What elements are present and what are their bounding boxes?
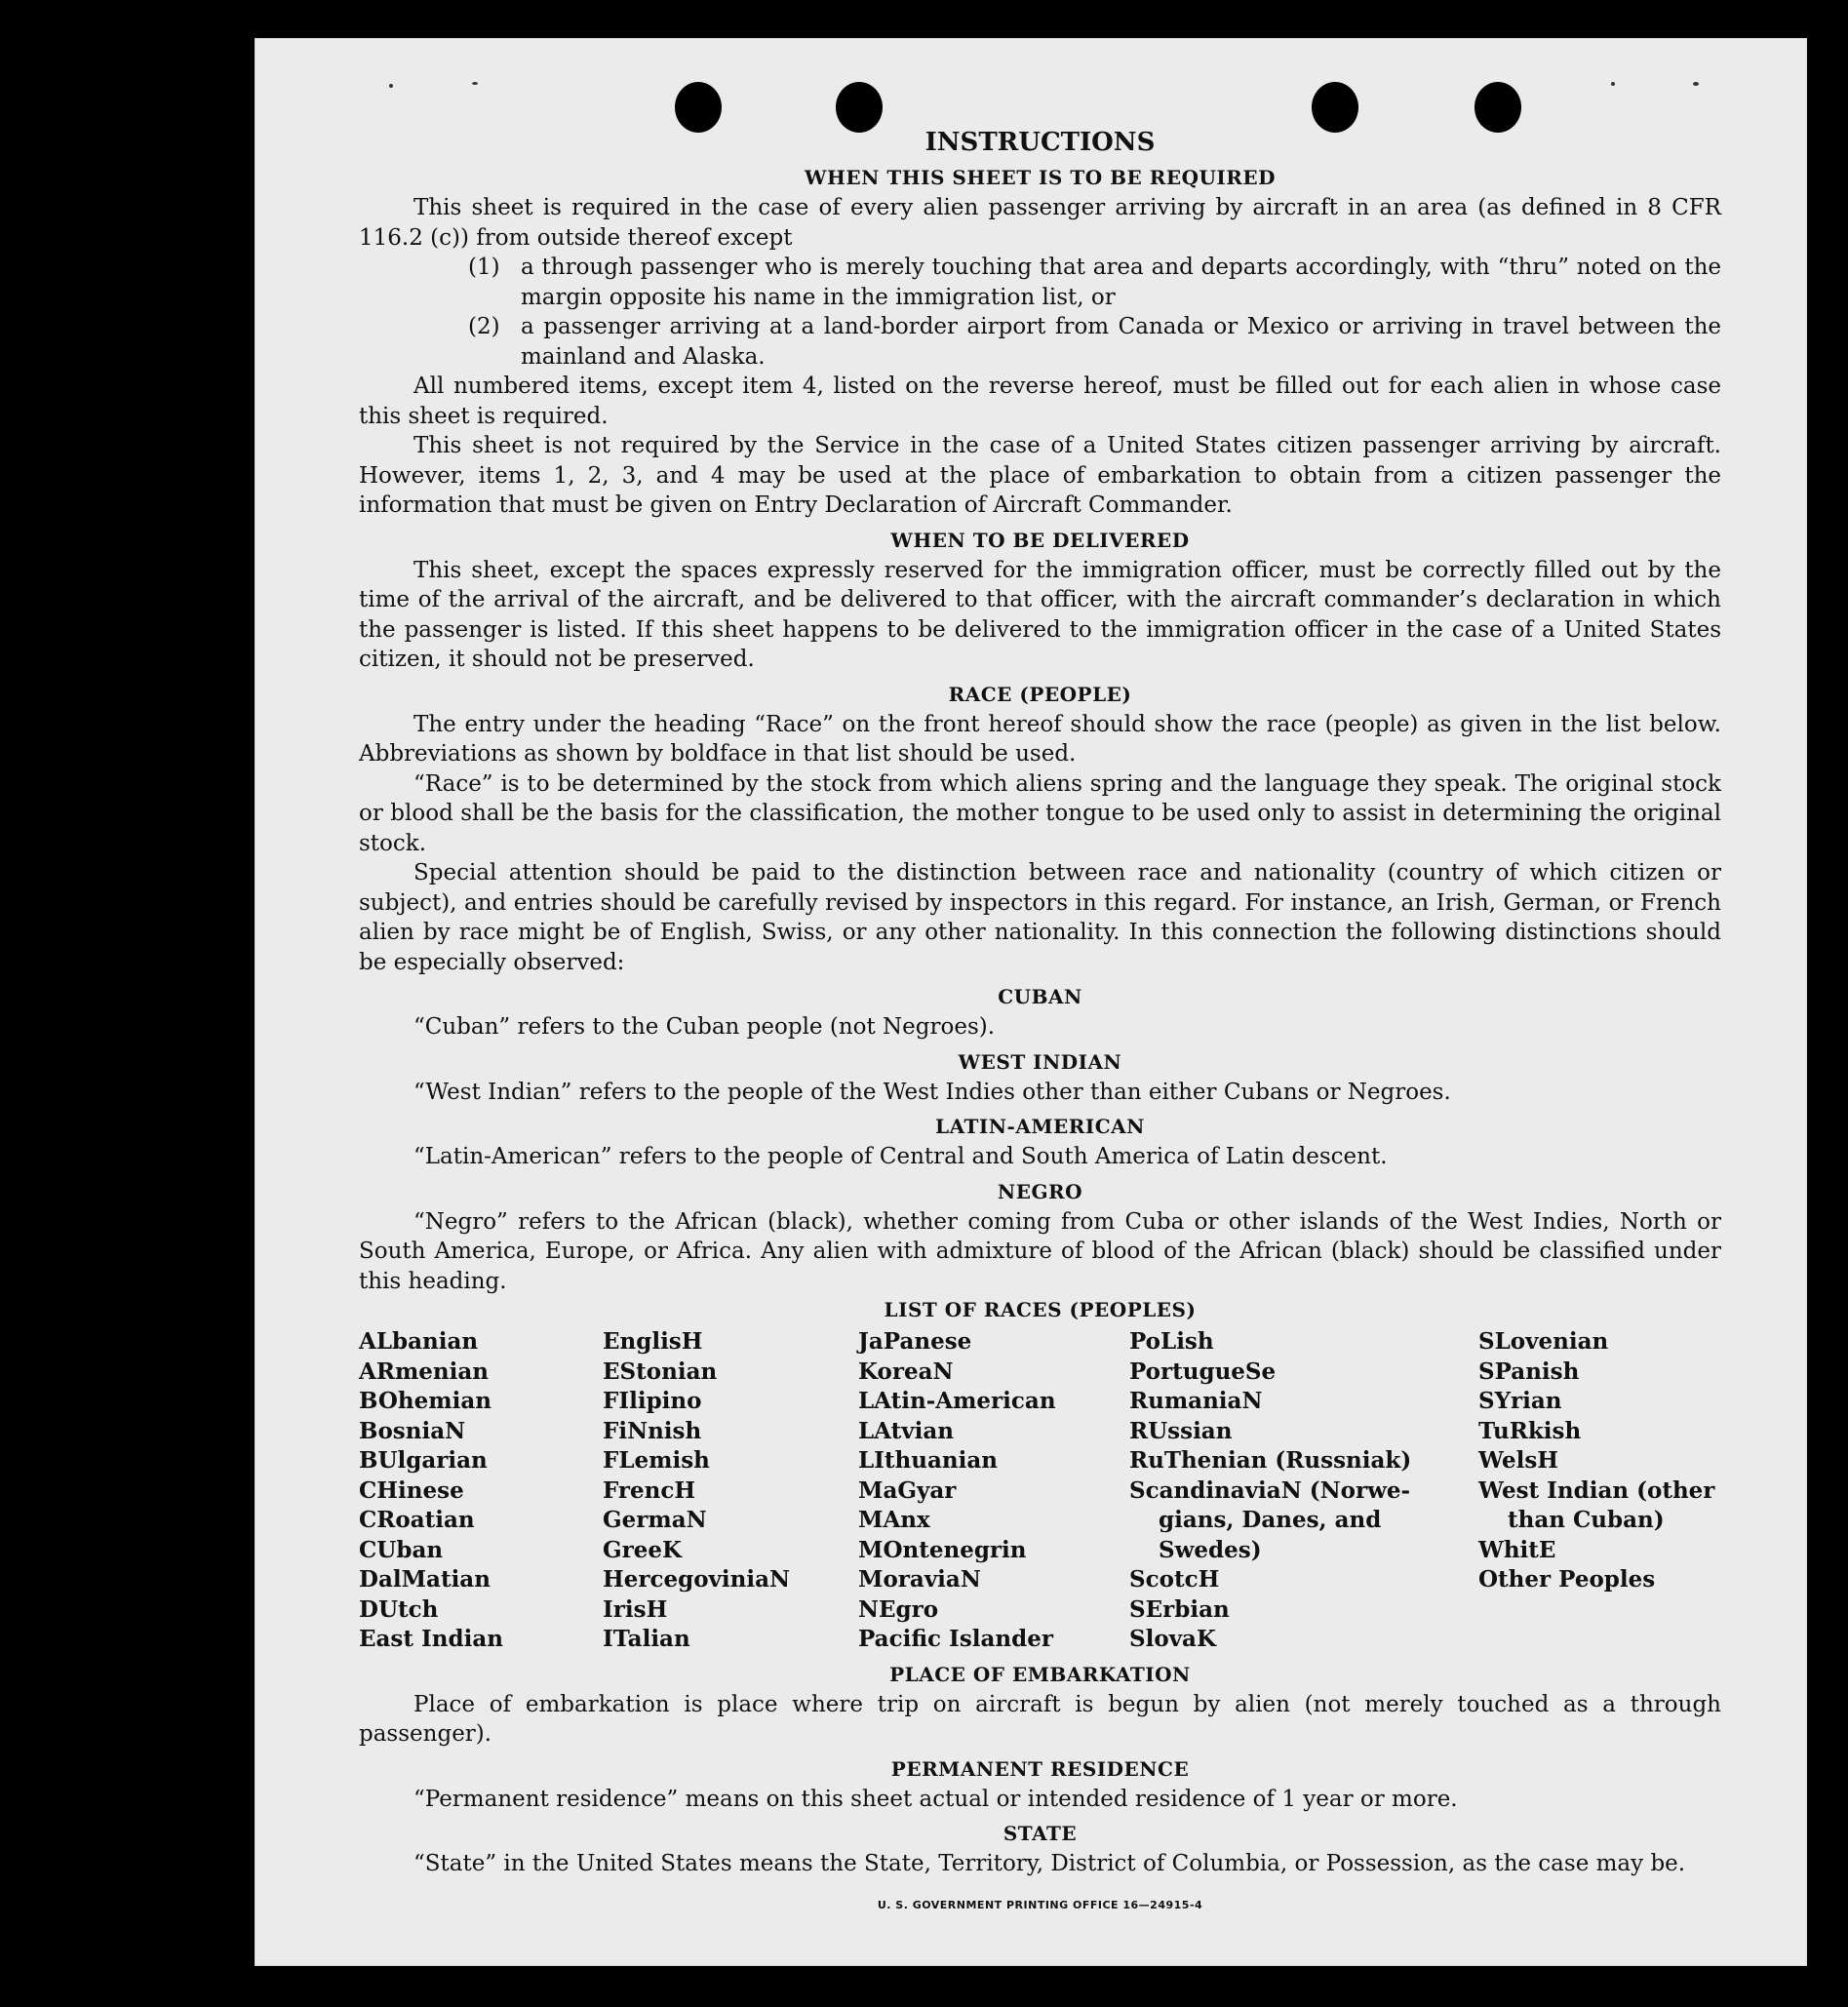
race-entry: FiNnish	[603, 1417, 702, 1444]
race-entry: GreeK	[603, 1536, 683, 1563]
exception-number: (2)	[468, 314, 500, 339]
race-entry: MAnx	[858, 1507, 930, 1533]
race-entry: gians, Danes, and	[1159, 1507, 1382, 1533]
race-entry: MOntenegrin	[858, 1536, 1027, 1563]
race-para-1: The entry under the heading “Race” on the front hereof should show the race (people) as given in the list below. Abbreviations as shown by boldface in that list should be used.	[359, 711, 1721, 767]
heading-race: RACE (PEOPLE)	[948, 682, 1132, 706]
heading-west-indian: WEST INDIAN	[958, 1049, 1122, 1074]
punch-hole	[675, 82, 722, 133]
speck	[1693, 82, 1699, 86]
race-entry: Swedes)	[1159, 1536, 1262, 1563]
race-entry: DalMatian	[359, 1566, 491, 1593]
race-entry: CUban	[359, 1536, 444, 1563]
speck	[472, 82, 478, 85]
race-entry: SlovaK	[1129, 1626, 1216, 1652]
race-entry: East Indian	[359, 1626, 503, 1652]
race-entry: LAtvian	[858, 1417, 954, 1444]
race-entry: EStonian	[603, 1358, 718, 1385]
exception-text: a passenger arriving at a land-border airport from Canada or Mexico or arriving in travel between the mainland and Alaska.	[521, 314, 1721, 370]
race-entry: WelsH	[1478, 1447, 1559, 1474]
race-entry: BOhemian	[359, 1388, 491, 1414]
race-entry: ScotcH	[1129, 1566, 1220, 1593]
heading-embarkation: PLACE OF EMBARKATION	[889, 1662, 1191, 1686]
state-text: “State” in the United States means the State, Territory, District of Columbia, or Possession, as the case may be.	[413, 1851, 1686, 1876]
required-para-2: All numbered items, except item 4, listed on the reverse hereof, must be filled out for each alien in whose case this sheet is required.	[359, 374, 1721, 429]
race-entry: PoLish	[1129, 1328, 1214, 1355]
race-entry: BUlgarian	[359, 1447, 488, 1474]
race-entry: WhitE	[1478, 1536, 1556, 1563]
race-entry: Other Peoples	[1478, 1566, 1656, 1593]
race-entry: MaGyar	[858, 1476, 957, 1504]
speck	[389, 84, 393, 88]
race-entry: DUtch	[359, 1595, 439, 1623]
race-entry: KoreaN	[858, 1358, 954, 1385]
race-entry: GermaN	[603, 1507, 707, 1533]
punch-hole	[1312, 82, 1358, 133]
exception-number: (1)	[468, 255, 500, 280]
race-entry	[1478, 1625, 1721, 1655]
race-entry: SYrian	[1478, 1388, 1562, 1414]
punch-hole	[836, 82, 883, 133]
heading-latin-american: LATIN-AMERICAN	[935, 1115, 1145, 1138]
race-entry: CHinese	[359, 1476, 464, 1504]
required-intro: This sheet is required in the case of every alien passenger arriving by aircraft in an area (as defined in 8 CFR 116.2 (c)) from outside thereof except	[359, 195, 1721, 251]
required-para-3: This sheet is not required by the Service in the case of a United States citizen passenger arriving by aircraft. However, items 1, 2, 3, and 4 may be used at the place of embarkation to obtain from a citizen passenger the information that must be given on Entry Declaration of Aircraft Commander.	[359, 433, 1721, 518]
race-entry: SPanish	[1478, 1358, 1580, 1385]
race-para-3: Special attention should be paid to the distinction between race and nationality (country of which citizen or subject), and entries should be carefully revised by inspectors in this regard. For instance, an Irish, German, or French alien by race might be of English, Swiss, or any other nationality. In this connection the following distinctions should be especially observed:	[359, 860, 1721, 975]
race-entry	[1478, 1595, 1721, 1626]
heading-cuban: CUBAN	[998, 985, 1082, 1008]
heading-when-delivered: WHEN TO BE DELIVERED	[890, 528, 1190, 552]
exception-text: a through passenger who is merely touching that area and departs accordingly, with “thru” noted on the margin opposite his name in the immigration list, or	[521, 255, 1721, 310]
latin-american-text: “Latin-American” refers to the people of Central and South America of Latin descent.	[413, 1144, 1388, 1169]
race-entry: FIlipino	[603, 1388, 702, 1414]
race-entry: FLemish	[603, 1447, 710, 1474]
heading-list-of-races: LIST OF RACES (PEOPLES)	[884, 1298, 1197, 1321]
race-entry: NEgro	[858, 1595, 939, 1623]
race-entry: West Indian (other	[1478, 1476, 1715, 1504]
race-entry: EnglisH	[603, 1328, 703, 1355]
speck	[1611, 82, 1615, 86]
race-entry: PortugueSe	[1129, 1358, 1277, 1385]
race-para-2: “Race” is to be determined by the stock from which aliens spring and the language they speak. The original stock or blood shall be the basis for the classification, the mother tongue to be used only to assist in determining the original stock.	[359, 770, 1721, 856]
race-entry: Pacific Islander	[858, 1626, 1053, 1652]
race-entry: IrisH	[603, 1595, 668, 1623]
exception-item	[468, 253, 1721, 312]
race-entry: ARmenian	[359, 1358, 490, 1385]
race-entry: HercegoviniaN	[603, 1566, 791, 1593]
exception-item	[468, 312, 1721, 372]
race-entry: LAtin-American	[858, 1388, 1056, 1414]
west-indian-text: “West Indian” refers to the people of the West Indies other than either Cubans or Negroes.	[413, 1079, 1451, 1105]
embarkation-text: Place of embarkation is place where trip on aircraft is begun by alien (not merely touched as a through passenger).	[359, 1691, 1721, 1747]
race-entry: RuThenian (Russniak)	[1129, 1447, 1412, 1474]
heading-when-required: WHEN THIS SHEET IS TO BE REQUIRED	[805, 166, 1276, 189]
race-entry: than Cuban)	[1508, 1507, 1665, 1533]
race-entry: LIthuanian	[858, 1447, 998, 1474]
race-entry: ALbanian	[359, 1328, 479, 1355]
heading-negro: NEGRO	[997, 1179, 1083, 1203]
negro-text: “Negro” refers to the African (black), whether coming from Cuba or other islands of the West Indies, North or South America, Europe, or Africa. Any alien with admixture of blood of the African (black) should be classified under this heading.	[359, 1208, 1721, 1294]
page-title: INSTRUCTIONS	[924, 128, 1156, 157]
race-entry: ScandinaviaN (Norwe-	[1129, 1476, 1411, 1504]
delivered-text: This sheet, except the spaces expressly reserved for the immigration officer, must be correctly filled out by the time of the arrival of the aircraft, and be delivered to that officer, with the aircraft commander’s declaration in which the passenger is listed. If this sheet happens to be delivered to the immigration officer in the case of a United States citizen, it should not be preserved.	[359, 557, 1721, 672]
race-entry: MoraviaN	[858, 1566, 981, 1593]
punch-hole	[1474, 82, 1521, 133]
residence-text: “Permanent residence” means on this sheet actual or intended residence of 1 year or more.	[413, 1786, 1458, 1812]
race-entry: FrencH	[603, 1476, 696, 1504]
printing-office-footer: U. S. GOVERNMENT PRINTING OFFICE 16—24915‑4	[877, 1898, 1203, 1911]
race-entry: CRoatian	[359, 1507, 475, 1533]
race-entry: RUssian	[1129, 1417, 1233, 1444]
instructions-content	[359, 127, 1721, 1920]
heading-permanent-residence: PERMANENT RESIDENCE	[890, 1756, 1190, 1781]
cuban-text: “Cuban” refers to the Cuban people (not Negroes).	[413, 1014, 996, 1040]
race-entry: SLovenian	[1478, 1328, 1609, 1355]
race-entry: JaPanese	[858, 1328, 972, 1355]
race-entry: RumaniaN	[1129, 1388, 1263, 1414]
document-page	[256, 39, 1806, 1965]
race-entry: TuRkish	[1478, 1417, 1582, 1444]
races-list	[359, 1327, 1721, 1655]
race-entry: ITalian	[603, 1626, 690, 1652]
race-entry: SErbian	[1129, 1595, 1230, 1623]
race-entry: BosniaN	[359, 1417, 466, 1444]
heading-state: STATE	[1003, 1822, 1078, 1845]
